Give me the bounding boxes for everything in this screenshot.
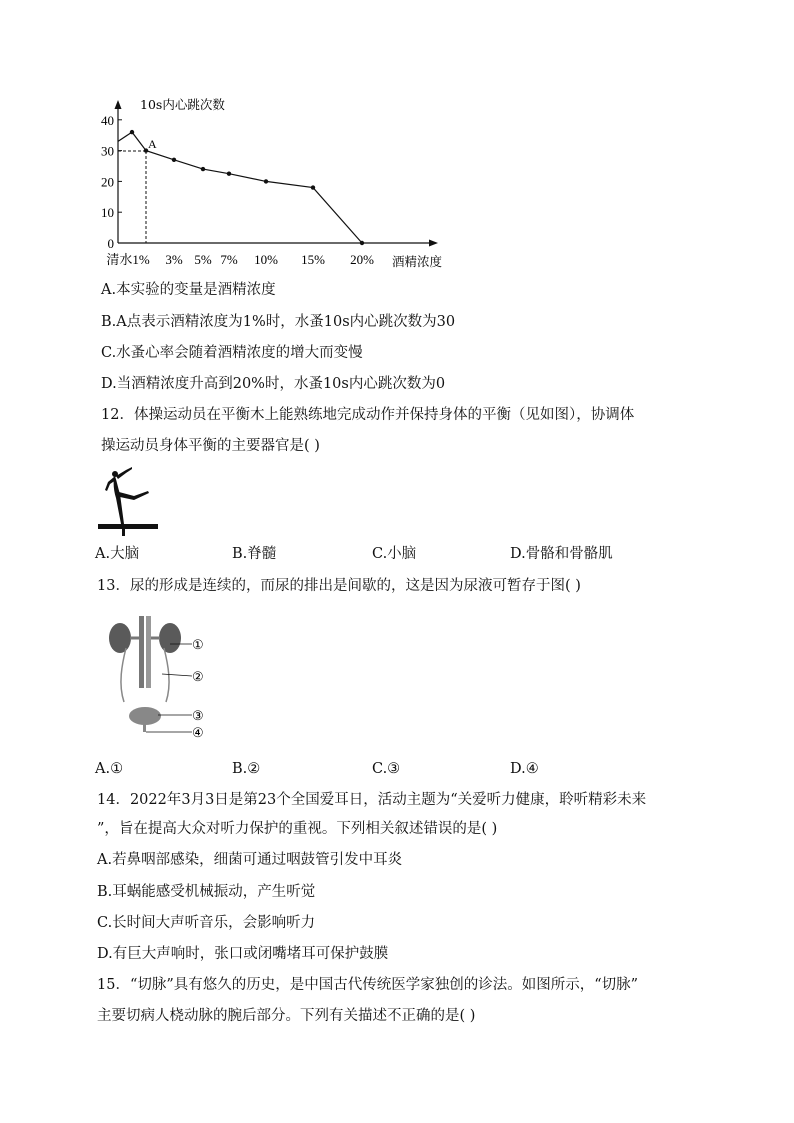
x-tick-label: 3% (165, 252, 183, 267)
q11-option-a: A.本实验的变量是酒精浓度 (101, 282, 276, 298)
x-tick-label: 15% (301, 252, 325, 267)
q11-option-c: C.水蚤心率会随着酒精浓度的增大而变慢 (101, 345, 363, 361)
data-point (360, 241, 364, 245)
x-tick-label: 7% (220, 252, 238, 267)
q14-stem-line2: ”，旨在提高大众对听力保护的重视。下列相关叙述错误的是( ) (97, 821, 498, 837)
q13-option-b: B.② (232, 761, 261, 777)
q12-stem-line2: 操运动员身体平衡的主要器官是( ) (101, 438, 320, 454)
q12-stem-line1: 12．体操运动员在平衡木上能熟练地完成动作并保持身体的平衡（见如图），协调体 (101, 407, 635, 423)
q11-option-d: D.当酒精浓度升高到20%时，水蚤10s内心跳次数为0 (101, 376, 446, 392)
x-ticks (106, 252, 374, 267)
x-tick-label: 20% (350, 252, 374, 267)
y-tick-label: 20 (101, 174, 114, 190)
data-point (172, 158, 176, 162)
q13-stem: 13．尿的形成是连续的，而尿的排出是间歇的，这是因为尿液可暂存于图( ) (97, 578, 581, 594)
q14-option-b: B.耳蜗能感受机械振动，产生听觉 (97, 884, 316, 900)
x-tick-label: 10% (254, 252, 278, 267)
q14-option-a: A.若鼻咽部感染，细菌可通过咽鼓管引发中耳炎 (97, 852, 403, 868)
y-axis-arrow (115, 100, 122, 109)
figure-label-3: ③ (192, 709, 204, 724)
q12-option-a: A.大脑 (95, 546, 140, 562)
q14-option-d: D.有巨大声响时，张口或闭嘴堵耳可保护鼓膜 (97, 946, 389, 962)
heart-rate-chart (0, 0, 794, 280)
q12-option-b: B.脊髓 (232, 546, 277, 562)
q14-stem-line1: 14．2022年3月3日是第23个全国爱耳日，活动主题为“关爱听力健康，聆听精彩未来 (97, 792, 647, 808)
q13-option-d: D.④ (510, 761, 539, 777)
urinary-system-figure (100, 614, 230, 744)
gymnast-figure (96, 464, 166, 544)
q14-option-c: C.长时间大声听音乐，会影响听力 (97, 915, 316, 931)
y-tick-label: 30 (101, 143, 114, 159)
y-tick-label: 0 (107, 236, 114, 251)
data-point (311, 185, 315, 189)
y-tick-label: 40 (101, 112, 114, 128)
q15-stem-line1: 15．“切脉”具有悠久的历史，是中国古代传统医学家独创的诊法。如图所示，“切脉” (97, 977, 639, 993)
q13-option-a: A.① (95, 761, 124, 777)
q11-option-b: B.A点表示酒精浓度为1%时，水蚤10s内心跳次数为30 (101, 314, 456, 330)
data-point (130, 130, 134, 134)
point-a-label: A (148, 137, 157, 151)
x-axis-label: 酒精浓度 (392, 254, 443, 269)
y-tick-label: 10 (101, 205, 114, 221)
y-axis-label: 10s内心跳次数 (140, 97, 225, 112)
data-point (264, 179, 268, 183)
q13-option-c: C.③ (372, 761, 401, 777)
y-ticks (101, 113, 122, 251)
x-tick-label: 清水1% (106, 252, 150, 267)
q15-stem-line2: 主要切病人桡动脉的腕后部分。下列有关描述不正确的是( ) (97, 1008, 476, 1024)
q12-option-d: D.骨骼和骨骼肌 (510, 546, 613, 562)
q12-option-c: C.小脑 (372, 546, 417, 562)
data-point (227, 172, 231, 176)
x-tick-label: 5% (194, 252, 212, 267)
figure-label-1: ① (192, 638, 204, 653)
figure-label-4: ④ (192, 726, 204, 741)
x-axis-arrow (429, 240, 438, 247)
figure-label-2: ② (192, 670, 204, 685)
data-point (201, 167, 205, 171)
